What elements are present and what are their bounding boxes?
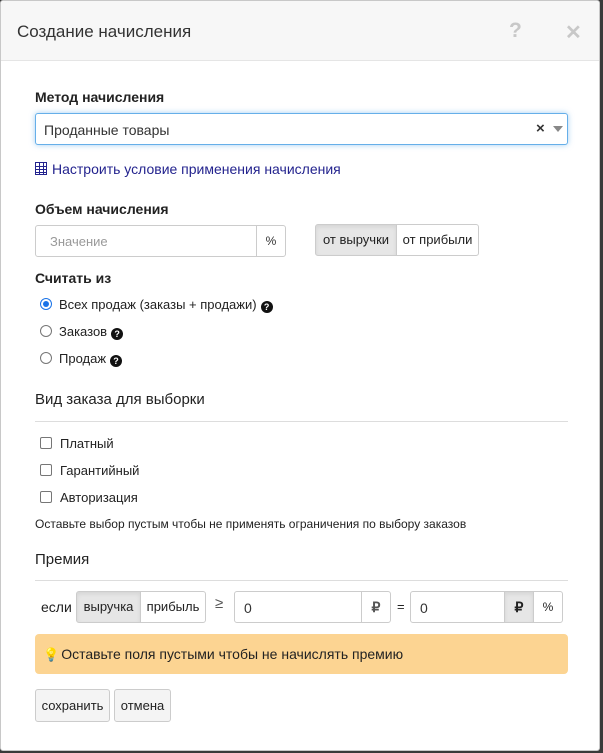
close-icon[interactable]: ✕ bbox=[565, 22, 582, 44]
calculator-icon bbox=[35, 162, 47, 175]
radio-label: Продаж bbox=[59, 351, 107, 366]
if-label: если bbox=[41, 599, 72, 615]
configure-condition-label: Настроить условие применения начисления bbox=[52, 161, 341, 177]
radio-button[interactable] bbox=[40, 298, 52, 310]
question-mark-icon[interactable]: ? bbox=[509, 19, 522, 42]
checkbox-label: Авторизация bbox=[60, 490, 138, 505]
from-profit-button[interactable]: от прибыли bbox=[396, 224, 479, 256]
bonus-profit-button[interactable]: прибыль bbox=[140, 591, 206, 623]
bonus-revenue-button[interactable]: выручка bbox=[76, 591, 141, 623]
radio-all-sales[interactable] bbox=[40, 297, 273, 313]
from-revenue-button[interactable]: от выручки bbox=[315, 224, 397, 256]
bonus-title: Премия bbox=[35, 551, 90, 568]
checkbox[interactable] bbox=[40, 437, 52, 449]
volume-label: Объем начисления bbox=[35, 201, 169, 217]
save-button[interactable]: сохранить bbox=[35, 689, 110, 722]
checkbox[interactable] bbox=[40, 491, 52, 503]
checkbox-warranty[interactable] bbox=[40, 463, 139, 478]
amount-input[interactable]: 0 bbox=[410, 591, 505, 623]
checkbox-label: Гарантийный bbox=[60, 463, 140, 478]
method-select-value: Проданные товары bbox=[44, 122, 170, 138]
question-circle-icon[interactable]: ? bbox=[261, 301, 273, 313]
configure-condition-link[interactable] bbox=[35, 161, 341, 177]
threshold-input[interactable]: 0 bbox=[234, 591, 362, 623]
order-type-hint: Оставьте выбор пустым чтобы не применять ограничения по выбору заказов bbox=[35, 517, 467, 531]
checkbox-paid[interactable] bbox=[40, 436, 114, 451]
radio-button[interactable] bbox=[40, 325, 52, 337]
cancel-button[interactable]: отмена bbox=[114, 689, 171, 722]
divider bbox=[35, 580, 568, 581]
count-from-label: Считать из bbox=[35, 270, 112, 286]
checkbox-label: Платный bbox=[60, 436, 114, 451]
method-label: Метод начисления bbox=[35, 89, 165, 105]
volume-input[interactable]: Значение bbox=[35, 225, 257, 257]
bonus-alert-text: Оставьте поля пустыми чтобы не начислять премию bbox=[61, 646, 404, 662]
checkbox-authorization[interactable] bbox=[40, 490, 138, 505]
gte-symbol: ≥ bbox=[215, 595, 224, 612]
checkbox[interactable] bbox=[40, 464, 52, 476]
radio-orders[interactable] bbox=[40, 324, 123, 340]
chevron-down-icon[interactable] bbox=[553, 126, 563, 132]
ruble-unit-button[interactable]: ₽ bbox=[504, 591, 534, 623]
percent-addon: % bbox=[256, 225, 286, 257]
question-circle-icon[interactable]: ? bbox=[111, 328, 123, 340]
radio-label: Заказов bbox=[59, 324, 108, 339]
divider bbox=[35, 421, 568, 422]
method-select[interactable] bbox=[35, 113, 568, 145]
radio-sales[interactable] bbox=[40, 351, 122, 367]
clear-selection-icon[interactable]: × bbox=[536, 120, 545, 137]
percent-unit-button[interactable]: % bbox=[533, 591, 563, 623]
equals-symbol: = bbox=[397, 599, 405, 614]
dialog-title: Создание начисления bbox=[17, 22, 192, 41]
radio-button[interactable] bbox=[40, 352, 52, 364]
bonus-alert bbox=[35, 634, 568, 674]
order-type-title: Вид заказа для выборки bbox=[35, 391, 205, 408]
question-circle-icon[interactable]: ? bbox=[110, 355, 122, 367]
radio-label: Всех продаж (заказы + продажи) bbox=[59, 297, 257, 312]
lightbulb-icon: 💡 bbox=[43, 647, 60, 662]
dialog-header bbox=[1, 1, 599, 61]
ruble-icon: ₽ bbox=[361, 591, 391, 623]
